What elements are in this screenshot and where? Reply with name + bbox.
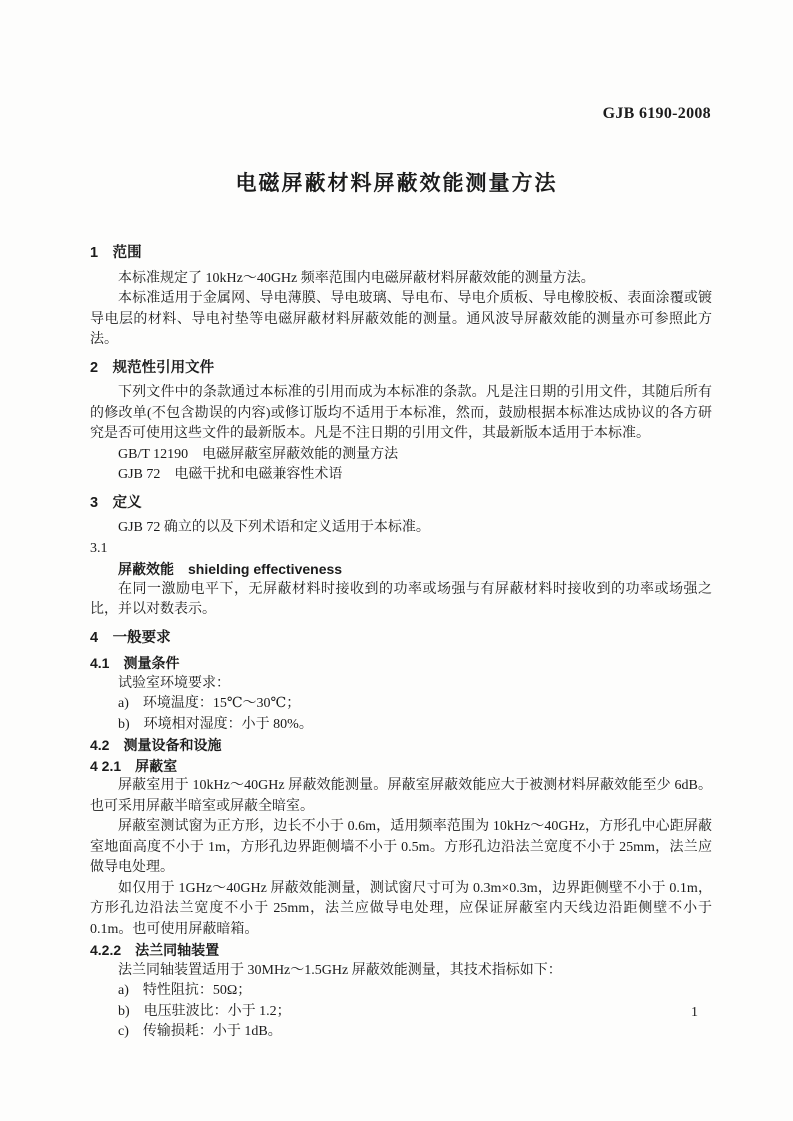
term-definition: 在同一激励电平下，无屏蔽材料时接收到的功率或场强与有屏蔽材料时接收到的功率或场强之比，并以对数表示。 xyxy=(90,581,712,617)
clause-4-1-intro: 试验室环境要求： xyxy=(118,675,230,691)
clause-4-2-1-heading: 4 2.1 屏蔽室 xyxy=(90,757,178,774)
clause-4-2-heading: 4.2 测量设备和设施 xyxy=(90,737,222,753)
list-item-a: a) 特性阻抗：50Ω； xyxy=(118,983,252,998)
reference-item: GB/T 12190 电磁屏蔽室屏蔽效能的测量方法 xyxy=(118,446,399,462)
section-2-paragraph-1: 下列文件中的条款通过本标准的引用而成为本标准的条款。凡是注日期的引用文件，其随后所有的修改单(不包含勘误的内容)或修订版均不适用于本标准，然而，鼓励根据本标准达成协议的各方研究是否可使用这些文件的最新版本。凡是不注日期的引用文件，其最新版本适用于本标准。 xyxy=(90,385,712,441)
list-item-a: a) 环境温度：15℃～30℃； xyxy=(118,696,301,711)
document-title: 电磁屏蔽材料屏蔽效能测量方法 xyxy=(235,172,558,195)
clause-4-2-1-paragraph-2: 屏蔽室测试窗为正方形，边长不小于 0.6m，适用频率范围为 10kHz～40GHz，方形孔中心距屏蔽室地面高度不小于 1m，方形孔边界距侧墙不小于 0.5m。方形孔边沿法兰宽度不小于 25mm，法兰应做导电处理。 xyxy=(90,819,712,875)
section-1-paragraph-1: 本标准规定了 10kHz～40GHz 频率范围内电磁屏蔽材料屏蔽效能的测量方法。 xyxy=(118,270,595,286)
page-number: 1 xyxy=(691,1005,698,1020)
clause-4-2-1-paragraph-3: 如仅用于 1GHz～40GHz 屏蔽效能测量，测试窗尺寸可为 0.3m×0.3m，边界距侧壁不小于 0.1m，方形孔边沿法兰宽度不小于 25mm，法兰应做导电处理，应保证屏蔽室内天线边沿距侧壁不小于 0.1m。也可使用屏蔽暗箱。 xyxy=(90,880,712,937)
section-3-paragraph-1: GJB 72 确立的以及下列术语和定义适用于本标准。 xyxy=(118,520,430,535)
reference-item: GJB 72 电磁干扰和电磁兼容性术语 xyxy=(118,467,343,482)
section-2-heading: 2 规范性引用文件 xyxy=(90,359,215,376)
list-item-b: b) 环境相对湿度：小于 80%。 xyxy=(118,716,313,732)
section-1-heading: 1 范围 xyxy=(90,245,142,261)
section-3-heading: 3 定义 xyxy=(90,494,142,511)
list-item-b: b) 电压驻波比：小于 1.2； xyxy=(118,1003,291,1019)
clause-4-2-2-heading: 4.2.2 法兰同轴装置 xyxy=(90,942,220,958)
clause-4-1-heading: 4.1 测量条件 xyxy=(90,655,180,671)
list-item-c: c) 传输损耗：小于 1dB。 xyxy=(118,1024,282,1039)
clause-3-1-number: 3.1 xyxy=(90,540,108,556)
section-1-paragraph-2: 本标准适用于金属网、导电薄膜、导电玻璃、导电布、导电介质板、导电橡胶板、表面涂覆或镀导电层的材料、导电衬垫等电磁屏蔽材料屏蔽效能的测量。通风波导屏蔽效能的测量亦可参照此方法。 xyxy=(90,291,712,347)
section-4-heading: 4 一般要求 xyxy=(90,629,171,646)
clause-4-2-1-paragraph-1: 屏蔽室用于 10kHz～40GHz 屏蔽效能测量。屏蔽室屏蔽效能应大于被测材料屏蔽效能至少 6dB。也可采用屏蔽半暗室或屏蔽全暗室。 xyxy=(90,778,712,814)
clause-4-2-2-intro: 法兰同轴装置适用于 30MHz～1.5GHz 屏蔽效能测量，其技术指标如下： xyxy=(118,962,562,978)
document-body xyxy=(90,236,712,1043)
standard-number: GJB 6190-2008 xyxy=(602,105,711,122)
term-shielding-effectiveness: 屏蔽效能 shielding effectiveness xyxy=(118,561,343,577)
